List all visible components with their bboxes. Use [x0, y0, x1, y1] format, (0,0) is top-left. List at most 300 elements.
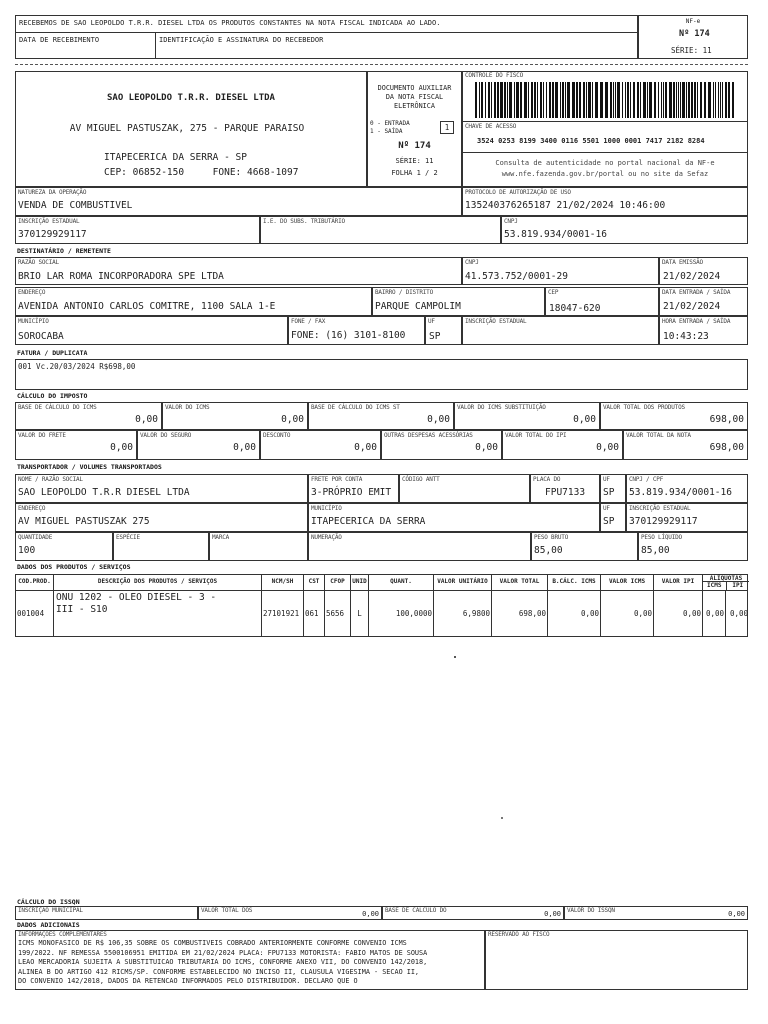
produtos-header-11: VALOR IPI: [654, 575, 703, 590]
canhoto-box: [15, 15, 638, 59]
transp-nome-value: SAO LEOPOLDO T.R.R DIESEL LTDA: [18, 487, 190, 498]
barcode-bar: [528, 82, 529, 118]
transp-pb-value: 85,00: [534, 545, 563, 556]
barcode-bar: [708, 82, 711, 118]
imposto-2-0-label: VALOR DO FRETE: [18, 432, 66, 439]
transp-qtd-label: QUANTIDADE: [18, 534, 53, 541]
produtos-header-3: CST: [304, 575, 325, 590]
transp-frete-box: [308, 474, 399, 503]
fisco-label: RESERVADO AO FISCO: [488, 931, 550, 938]
transp-pl-box: [638, 532, 748, 561]
barcode-bar: [504, 82, 506, 118]
barcode-bar: [673, 82, 675, 118]
imposto-2-5-value: 698,00: [709, 442, 744, 453]
barcode-bar: [479, 82, 480, 118]
transp-cnpj-label: CNPJ / CPF: [629, 476, 664, 483]
natureza-box: [15, 187, 462, 216]
issqn-section: CÁLCULO DO ISSQN: [17, 898, 80, 906]
emitente-nome: SAO LEOPOLDO T.R.R. DIESEL LTDA: [107, 93, 275, 103]
protocolo-label: PROTOCOLO DE AUTORIZAÇÃO DE USO: [465, 189, 571, 196]
produtos-row: [15, 590, 748, 637]
danfe-folha: FOLHA 1 / 2: [391, 169, 438, 177]
produtos-cell-quant: [369, 591, 434, 636]
info-line: ICMS MONOFASICO DE R$ 106,35 SOBRE OS COMBUSTIVEIS COBRADO ANTERIORMENTE CONFORME CONVENIO ICMS: [18, 939, 407, 947]
imposto-1-0-value: 0,00: [135, 414, 158, 425]
barcode-bar: [610, 82, 612, 118]
barcode-bar: [654, 82, 656, 118]
transp-mun-box: [308, 503, 600, 532]
barcode-bar: [586, 82, 587, 118]
transp-uf-value: SP: [603, 487, 615, 498]
protocolo-value: 135240376265187 21/02/2024 10:46:00: [465, 200, 666, 211]
produtos-header-8: VALOR TOTAL: [492, 575, 548, 590]
barcode-bar: [700, 82, 702, 118]
issqn-vi-box: [564, 906, 748, 920]
barcode-bar: [669, 82, 672, 118]
dest-uf-label: UF: [428, 318, 435, 325]
barcode-label: CONTROLE DO FISCO: [465, 72, 524, 79]
produtos-cell-cst: [304, 591, 325, 636]
imposto-2-2-box: [260, 430, 381, 460]
dest-mun-value: SOROCABA: [18, 331, 64, 342]
produtos-cell-desc: [54, 591, 262, 636]
dest-fone-value: FONE: (16) 3101-8100: [291, 330, 406, 341]
barcode-bar: [615, 82, 616, 118]
barcode-bar: [713, 82, 714, 118]
emitente-cnpj-label: CNPJ: [504, 218, 518, 225]
produtos-header-9: B.CÁLC. ICMS: [548, 575, 601, 590]
dest-bairro-label: BAIRRO / DISTRITO: [375, 289, 434, 296]
transp-num-box: [308, 532, 531, 561]
imposto-1-1-value: 0,00: [281, 414, 304, 425]
barcode-bar: [658, 82, 659, 118]
imposto-1-0-box: [15, 402, 162, 430]
barcode-bar: [537, 82, 538, 118]
imposto-1-4-label: VALOR TOTAL DOS PRODUTOS: [603, 404, 685, 411]
dest-end-box: [15, 287, 372, 316]
dest-emissao-label: DATA EMISSÃO: [662, 259, 703, 266]
info-lines: [18, 939, 427, 987]
imposto-2-1-box: [137, 430, 260, 460]
transp-uf2-label: UF: [603, 505, 610, 512]
transp-qtd-value: 100: [18, 545, 36, 556]
dest-cep-box: [545, 287, 659, 316]
consulta-1: Consulta de autenticidade no portal nacional da NF-e: [495, 159, 715, 167]
barcode-bar: [562, 82, 564, 118]
barcode-bar: [565, 82, 566, 118]
produto-cfop: 5656: [326, 609, 345, 618]
barcode-bar: [697, 82, 698, 118]
transp-ie-box: [626, 503, 748, 532]
produtos-cell-aipi: [726, 591, 749, 636]
dest-end-label: ENDEREÇO: [18, 289, 46, 296]
dest-cnpj-label: CNPJ: [465, 259, 479, 266]
ie-label: INSCRIÇÃO ESTADUAL: [18, 218, 80, 225]
produto-ncm: 27101921: [263, 609, 300, 618]
imposto-section: CÁLCULO DO IMPOSTO: [17, 392, 88, 400]
dest-uf-box: [425, 316, 462, 345]
canhoto-nfe-label: NF-e: [685, 18, 701, 25]
barcode-bar: [516, 82, 519, 118]
transp-esp-label: ESPÉCIE: [116, 534, 140, 541]
barcode-bar: [520, 82, 522, 118]
issqn-vs-box: [198, 906, 382, 920]
barcode-bar: [534, 82, 536, 118]
dest-cep-value: 18047-620: [549, 303, 601, 314]
imposto-2-1-label: VALOR DO SEGURO: [140, 432, 192, 439]
transp-mun-label: MUNICÍPIO: [311, 505, 342, 512]
barcode-bar: [540, 82, 542, 118]
barcode-bar: [722, 82, 723, 118]
dest-razao-box: [15, 257, 462, 285]
dest-razao-value: BRIO LAR ROMA INCORPORADORA SPE LTDA: [18, 271, 224, 282]
dest-saida-label: DATA ENTRADA / SAÍDA: [662, 289, 731, 296]
imposto-2-0-value: 0,00: [110, 442, 133, 453]
produto-quant: 100,0000: [395, 609, 432, 618]
barcode-bar: [663, 82, 664, 118]
transp-pb-box: [531, 532, 638, 561]
adicionais-section: DADOS ADICIONAIS: [17, 921, 80, 929]
issqn-bc-label: BASE DE CÁLCULO DO: [385, 907, 447, 914]
produto-unid: L: [357, 609, 362, 618]
barcode-bar: [509, 82, 512, 118]
issqn-bc-value: 0,00: [544, 910, 561, 918]
transp-end-label: ENDEREÇO: [18, 505, 46, 512]
transp-uf-box: [600, 474, 626, 503]
emitente-cep-fone: CEP: 06852-150 FONE: 4668-1097: [104, 167, 299, 178]
barcode-bar: [546, 82, 547, 118]
produto-aipi: 0,00: [729, 609, 748, 618]
produto-cst: 061: [305, 609, 319, 618]
produtos-cell-vipi: [654, 591, 703, 636]
barcode-bar: [718, 82, 719, 118]
dest-fone-box: [288, 316, 425, 345]
barcode-bar: [617, 82, 620, 118]
fatura-section: FATURA / DUPLICATA: [17, 349, 88, 357]
barcode-bar: [595, 82, 598, 118]
barcode-bar: [600, 82, 603, 118]
transp-pl-value: 85,00: [641, 545, 670, 556]
transp-ie-label: INSCRIÇÃO ESTADUAL: [629, 505, 691, 512]
speck-1: [454, 656, 456, 658]
imposto-2-5-box: [623, 430, 748, 460]
canhoto-nfe-box: [638, 15, 748, 59]
barcode-bar: [732, 82, 734, 118]
produtos-header-2: NCM/SH: [262, 575, 304, 590]
dest-bairro-value: PARQUE CAMPOLIM: [375, 301, 461, 312]
produtos-cell-vtotal: [492, 591, 548, 636]
transp-marca-box: [209, 532, 308, 561]
barcode-bar: [720, 82, 721, 118]
dest-fone-label: FONE / FAX: [291, 318, 326, 325]
imposto-1-4-box: [600, 402, 748, 430]
transp-end-value: AV MIGUEL PASTUSZAK 275: [18, 516, 150, 527]
imposto-1-0-label: BASE DE CÁLCULO DO ICMS: [18, 404, 97, 411]
barcode: [475, 82, 737, 118]
barcode-bar: [555, 82, 558, 118]
produto-cod: 001004: [17, 609, 45, 618]
barcode-bar: [514, 82, 515, 118]
imposto-1-2-box: [308, 402, 454, 430]
imposto-2-2-label: DESCONTO: [263, 432, 291, 439]
chave-label: CHAVE DE ACESSO: [465, 123, 517, 130]
barcode-bar: [500, 82, 503, 118]
barcode-bar: [704, 82, 706, 118]
transp-marca-label: MARCA: [212, 534, 230, 541]
produto-vipi: 0,00: [682, 609, 701, 618]
imposto-1-1-box: [162, 402, 308, 430]
barcode-bar: [728, 82, 730, 118]
transp-section: TRANSPORTADOR / VOLUMES TRANSPORTADOS: [17, 463, 162, 471]
barcode-bar: [725, 82, 727, 118]
barcode-bar: [549, 82, 551, 118]
canhoto-divider: [15, 64, 748, 65]
emitente-endereco: AV MIGUEL PASTUSZAK, 275 - PARQUE PARAISO: [69, 123, 305, 134]
barcode-bar: [481, 82, 483, 118]
barcode-bar: [588, 82, 591, 118]
dest-mun-box: [15, 316, 288, 345]
transp-frete-label: FRETE POR CONTA: [311, 476, 363, 483]
dest-mun-label: MUNICÍPIO: [18, 318, 49, 325]
danfe-serie: SÉRIE: 11: [395, 157, 434, 165]
produtos-header-7: VALOR UNITÁRIO: [434, 575, 492, 590]
transp-end-box: [15, 503, 308, 532]
dest-bairro-box: [372, 287, 545, 316]
barcode-bar: [592, 82, 593, 118]
info-line: ALINEA B DO ARTIGO 412 RICMS/SP. CONFORME ESTABELECIDO NO INCISO II, CLAUSULA VIGESIMA - SECAO II,: [18, 967, 420, 976]
info-line: DO CONVENIO 142/2018, DADOS DA RETENCAO INFORMADOS PELO DISTRIBUIDOR. DECLARO QUE O: [18, 977, 358, 985]
aliquota-icms-header: ICMS: [703, 582, 727, 590]
iest-label: I.E. DO SUBS. TRIBUTÁRIO: [263, 218, 345, 225]
produto-bc: 0,00: [580, 609, 599, 618]
controle-box: [462, 71, 748, 187]
transp-uf-label: UF: [603, 476, 610, 483]
barcode-bar: [507, 82, 508, 118]
transp-antt-label: CÓDIGO ANTT: [402, 476, 440, 483]
emitente-cnpj-value: 53.819.934/0001-16: [504, 229, 607, 240]
barcode-bar: [688, 82, 690, 118]
natureza-value: VENDA DE COMBUSTIVEL: [18, 200, 133, 211]
consulta-2: www.nfe.fazenda.gov.br/portal ou no site da Sefaz: [501, 170, 709, 178]
transp-placa-label: PLACA DO: [533, 476, 561, 483]
canhoto-text: RECEBEMOS DE SAO LEOPOLDO T.R.R. DIESEL LTDA OS PRODUTOS CONSTANTES NA NOTA FISCAL INDICADA AO LADO.: [19, 19, 441, 27]
barcode-bar: [572, 82, 575, 118]
barcode-bar: [622, 82, 623, 118]
imposto-2-5-label: VALOR TOTAL DA NOTA: [626, 432, 691, 439]
dest-ie-label: INSCRIÇÃO ESTADUAL: [465, 318, 527, 325]
dest-hora-value: 10:43:23: [663, 331, 709, 342]
barcode-bar: [678, 82, 679, 118]
barcode-bar: [676, 82, 677, 118]
transp-pb-label: PESO BRUTO: [534, 534, 569, 541]
transp-qtd-box: [15, 532, 113, 561]
danfe-title-1: DOCUMENTO AUXILIAR: [377, 84, 452, 92]
info-box: [15, 930, 485, 990]
produtos-header: [15, 574, 748, 591]
imposto-1-2-label: BASE DE CÁLCULO DO ICMS ST: [311, 404, 400, 411]
transp-placa-box: [530, 474, 600, 503]
fisco-box: [485, 930, 748, 990]
issqn-vi-value: 0,00: [728, 910, 745, 918]
barcode-bar: [491, 82, 492, 118]
dest-saida-value: 21/02/2024: [663, 301, 721, 312]
barcode-bar: [643, 82, 646, 118]
danfe-title-2: DA NOTA FISCAL: [385, 93, 444, 101]
emitente-box: [15, 71, 367, 187]
produtos-header-0: COD.PROD.: [16, 575, 54, 590]
produto-vicms: 0,00: [633, 609, 652, 618]
transp-uf2-box: [600, 503, 626, 532]
produtos-cell-cod: [16, 591, 54, 636]
produtos-cell-ncm: [262, 591, 304, 636]
barcode-bar: [647, 82, 648, 118]
dest-uf-value: SP: [429, 331, 441, 342]
produto-aicms: 0,00: [705, 609, 724, 618]
danfe-title-3: ELETRÔNICA: [394, 102, 435, 110]
barcode-bar: [715, 82, 716, 118]
dest-emissao-value: 21/02/2024: [663, 271, 721, 282]
produtos-header-1: DESCRIÇÃO DOS PRODUTOS / SERVIÇOS: [54, 575, 262, 590]
imposto-2-4-label: VALOR TOTAL DO IPI: [505, 432, 567, 439]
issqn-vs-label: VALOR TOTAL DOS: [201, 907, 253, 914]
fatura-value: 001 Vc.20/03/2024 R$698,00: [18, 362, 136, 371]
imposto-2-3-value: 0,00: [475, 442, 498, 453]
imposto-2-1-value: 0,00: [233, 442, 256, 453]
transp-cnpj-box: [626, 474, 748, 503]
produto-vunit: 6,9800: [462, 609, 490, 618]
barcode-bar: [649, 82, 652, 118]
barcode-bar: [543, 82, 544, 118]
imposto-2-3-label: OUTRAS DESPESAS ACESSÓRIAS: [384, 432, 473, 439]
barcode-bar: [661, 82, 662, 118]
emitente-cnpj-box: [501, 216, 748, 244]
issqn-im-box: [15, 906, 198, 920]
danfe-numero: Nº 174: [398, 141, 431, 151]
barcode-bar: [680, 82, 681, 118]
ie-value: 370129929117: [18, 229, 87, 240]
barcode-bar: [691, 82, 693, 118]
transp-frete-value: 3-PRÓPRIO EMIT: [311, 487, 392, 498]
produtos-cell-unid: [351, 591, 369, 636]
dest-hora-box: [659, 316, 748, 345]
produtos-section: DADOS DOS PRODUTOS / SERVIÇOS: [17, 563, 131, 571]
transp-cnpj-value: 53.819.934/0001-16: [629, 487, 732, 498]
barcode-bar: [524, 82, 527, 118]
canhoto-serie: SÉRIE: 11: [671, 46, 712, 55]
barcode-bar: [583, 82, 585, 118]
produtos-cell-vicms: [601, 591, 654, 636]
barcode-bar: [475, 82, 477, 118]
produtos-header-6: QUANT.: [369, 575, 434, 590]
barcode-bar: [531, 82, 533, 118]
canhoto-numero: Nº 174: [679, 29, 710, 39]
barcode-bar: [605, 82, 608, 118]
imposto-1-2-value: 0,00: [427, 414, 450, 425]
imposto-2-3-box: [381, 430, 502, 460]
barcode-bar: [627, 82, 629, 118]
emitente-cidade: ITAPECERICA DA SERRA - SP: [104, 152, 247, 163]
danfe-tipo-box: 1: [440, 121, 454, 134]
barcode-bar: [694, 82, 696, 118]
dest-emissao-box: [659, 257, 748, 285]
dest-hora-label: HORA ENTRADA / SAÍDA: [662, 318, 731, 325]
dest-razao-label: RAZÃO SOCIAL: [18, 259, 59, 266]
transp-nome-box: [15, 474, 308, 503]
produtos-cell-aicms: [703, 591, 726, 636]
natureza-label: NATUREZA DA OPERAÇÃO: [18, 189, 87, 196]
imposto-1-3-box: [454, 402, 600, 430]
data-recebimento-label: DATA DE RECEBIMENTO: [19, 36, 100, 44]
aliquotas-title: ALÍQUOTAS: [703, 575, 749, 582]
barcode-bar: [613, 82, 614, 118]
transp-ie-value: 370129929117: [629, 516, 698, 527]
iest-box: [260, 216, 501, 244]
info-line: 199/2022. NF REMESSA 5500106951 EMITIDA EM 21/02/2024 PLACA: FPU7133 MOTORISTA: FABIO MATOS DE SOUSA: [18, 948, 428, 957]
produto-desc-1: ONU 1202 - OLEO DIESEL - 3 -: [56, 592, 217, 603]
barcode-bar: [682, 82, 685, 118]
dest-cep-label: CEP: [548, 289, 559, 296]
produto-desc-2: III - S10: [56, 604, 108, 615]
barcode-bar: [552, 82, 554, 118]
transp-esp-box: [113, 532, 209, 561]
transp-mun-value: ITAPECERICA DA SERRA: [311, 516, 426, 527]
assinatura-label: IDENTIFICAÇÃO E ASSINATURA DO RECEBEDOR: [159, 36, 324, 44]
dest-ie-box: [462, 316, 659, 345]
barcode-bar: [485, 82, 486, 118]
barcode-bar: [640, 82, 641, 118]
chave-acesso: 3524 0253 8199 3400 0116 5501 1000 0001 7417 2182 8284: [477, 137, 705, 145]
fatura-box: [15, 359, 748, 390]
danfe-entrada: 0 - ENTRADA: [370, 120, 410, 127]
produtos-cell-cfop: [325, 591, 351, 636]
produto-vtotal: 698,00: [518, 609, 546, 618]
barcode-bar: [576, 82, 578, 118]
aliquota-ipi-header: IPI: [732, 582, 744, 589]
barcode-bar: [494, 82, 496, 118]
danfe-saida: 1 - SAÍDA: [370, 128, 403, 135]
barcode-bar: [665, 82, 667, 118]
dest-cnpj-value: 41.573.752/0001-29: [465, 271, 568, 282]
aliquotas-header: [703, 575, 749, 590]
issqn-vi-label: VALOR DO ISSQN: [567, 907, 615, 914]
dest-saida-box: [659, 287, 748, 316]
imposto-2-4-value: 0,00: [596, 442, 619, 453]
barcode-bar: [633, 82, 635, 118]
dest-end-value: AVENIDA ANTONIO CARLOS COMITRE, 1100 SALA 1-E: [18, 301, 276, 312]
barcode-bar: [637, 82, 639, 118]
speck-2: [501, 817, 503, 819]
issqn-bc-box: [382, 906, 564, 920]
produtos-cell-vunit: [434, 591, 492, 636]
imposto-1-4-value: 698,00: [709, 414, 744, 425]
barcode-bar: [488, 82, 490, 118]
imposto-2-0-box: [15, 430, 137, 460]
transp-antt-box: [399, 474, 530, 503]
danfe-box: [367, 71, 462, 187]
dest-cnpj-box: [462, 257, 659, 285]
barcode-bar: [625, 82, 626, 118]
barcode-bar: [560, 82, 561, 118]
transp-num-label: NUMERAÇÃO: [311, 534, 342, 541]
destinatario-section: DESTINATÁRIO / REMETENTE: [17, 247, 111, 255]
info-label: INFORMAÇÕES COMPLEMENTARES: [18, 931, 107, 938]
imposto-1-1-label: VALOR DO ICMS: [165, 404, 210, 411]
barcode-bar: [686, 82, 687, 118]
transp-nome-label: NOME / RAZÃO SOCIAL: [18, 476, 83, 483]
ie-box: [15, 216, 260, 244]
produtos-header-4: CFOP: [325, 575, 351, 590]
barcode-bar: [567, 82, 570, 118]
